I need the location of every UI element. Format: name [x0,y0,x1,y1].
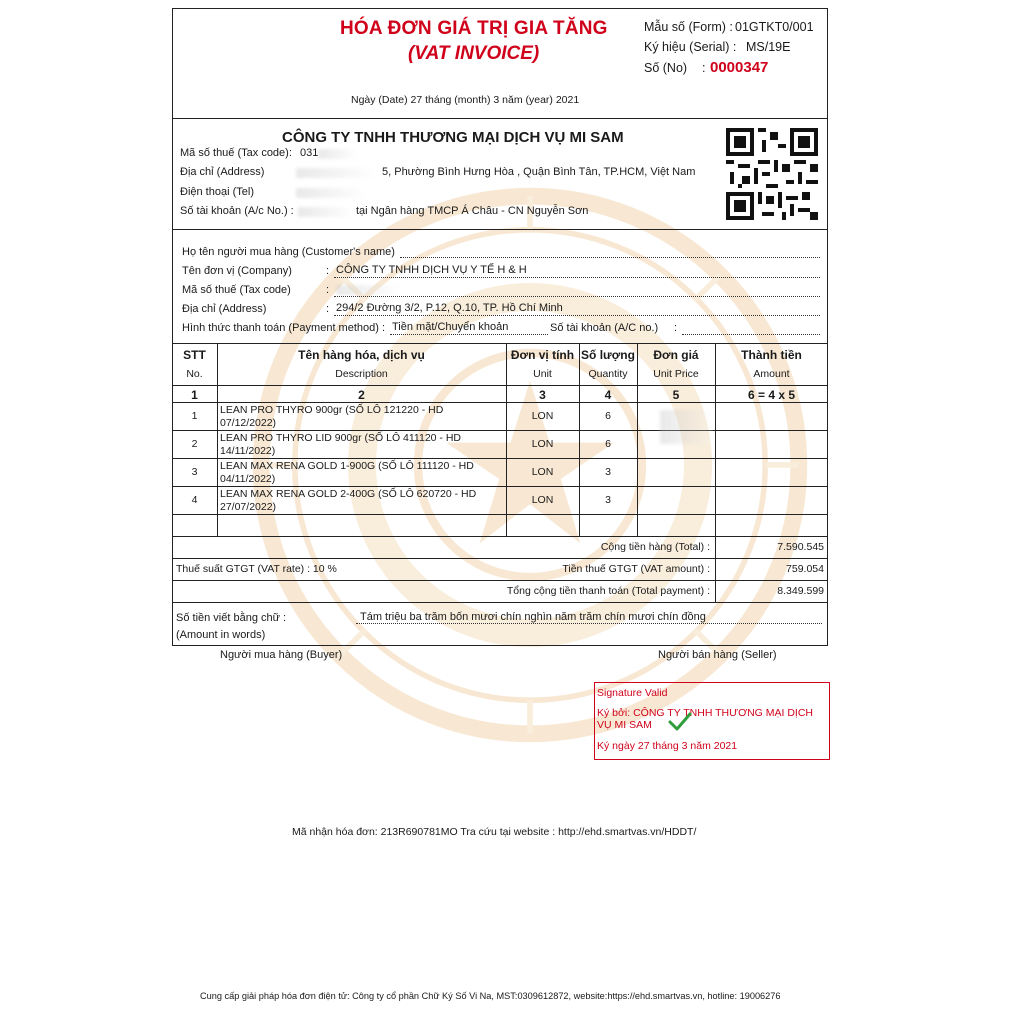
redacted-mark [660,410,712,444]
colon: : [382,322,386,334]
divider [172,229,828,230]
row-unit: LON [531,466,554,478]
signed-date: Ký ngày 27 tháng 3 năm 2021 [597,740,738,752]
lookup-code: Mã nhận hóa đơn: 213R690781MO Tra cứu tại website : http://ehd.smartvas.vn/HDDT/ [292,826,697,838]
colon: : [326,265,330,277]
seller-address: 5, Phường Bình Hưng Hòa , Quận Bình Tân, TP.HCM, Việt Nam [382,166,696,178]
seller-phone-label: Điện thoại (Tel) [180,186,254,198]
row-description-line2: 04/11/2022) [220,473,276,485]
seller-tax-partial: 031 [300,147,319,159]
invoice-title-vn: HÓA ĐƠN GIÁ TRỊ GIA TĂNG [340,18,608,39]
fill-line [334,277,820,278]
redacted-mark [318,149,358,159]
header-unit-num: 3 [539,388,546,402]
invoice-date: Ngày (Date) 27 tháng (month) 3 năm (year) 2021 [351,94,580,106]
header-unit-price: Đơn giá [653,348,699,362]
header-amount: Thành tiền [741,348,802,362]
header-description-num: 2 [358,388,365,402]
payment-method-label: Hình thức thanh toán (Payment method) [182,322,379,334]
row-description: LEAN MAX RENA GOLD 1-900G (SỐ LÔ 111120 - HD [220,460,474,472]
invoice-title-en: (VAT INVOICE) [408,43,540,64]
seller-signature-label: Người bán hàng (Seller) [658,649,777,661]
fill-line [334,296,820,297]
row-unit: LON [531,410,554,422]
buyer-account-label: Số tài khoản (A/C no.) [550,322,659,334]
header-quantity: Số lượng [581,348,635,362]
form-label: Mẫu số (Form) : [644,20,733,34]
table-line [172,536,828,537]
row-quantity: 3 [605,494,611,506]
buyer-name-label: Họ tên người mua hàng (Customer's name) [182,246,395,258]
signed-by-line2: VỤ MI SAM [597,719,652,731]
row-description: LEAN PRO THYRO LID 900gr (SỐ LÔ 411120 - HD [220,432,462,444]
header-amount-en: Amount [753,368,790,380]
row-no: 2 [191,438,198,450]
row-no: 1 [191,410,198,422]
fill-line [682,334,820,335]
row-no: 4 [191,494,198,506]
amount-words-label-en: (Amount in words) [176,629,266,641]
seller-name: CÔNG TY TNHH THƯƠNG MẠI DỊCH VỤ MI SAM [282,129,624,146]
table-line [172,558,828,559]
vat-rate: Thuế suất GTGT (VAT rate) : 10 % [176,563,337,575]
fill-line [356,623,822,624]
redacted-mark [296,168,376,178]
row-no: 3 [191,466,198,478]
vat-amount-label: Tiền thuế GTGT (VAT amount) : [562,563,710,575]
header-no: STT [183,348,206,362]
table-line [172,458,828,459]
buyer-company: CÔNG TY TNHH DỊCH VỤ Y TẾ H & H [336,264,527,276]
header-description-en: Description [335,368,388,380]
table-line [172,402,828,403]
row-description-line2: 07/12/2022) [220,417,277,429]
header-unit: Đơn vị tính [510,348,575,362]
buyer-tax-label: Mã số thuế (Tax code) [182,284,291,296]
qr-code-icon [726,128,818,220]
row-description: LEAN MAX RENA GOLD 2-400G (SỐ LÔ 620720 - HD [220,488,477,500]
table-line [172,602,828,603]
no-separator: : [702,61,706,75]
buyer-address-label: Địa chỉ (Address) [182,303,267,315]
row-quantity: 6 [605,438,611,450]
table-line [172,486,828,487]
row-unit: LON [531,438,554,450]
serial-label: Ký hiệu (Serial) : [644,40,737,54]
row-description-line2: 27/07/2022) [220,501,277,513]
header-quantity-en: Quantity [588,368,628,380]
amount-words-label: Số tiền viết bằng chữ : [176,612,287,624]
redacted-mark [298,207,353,217]
table-line [172,580,828,581]
divider [172,118,828,119]
colon: : [326,284,330,296]
signed-by: Ký bởi: CÔNG TY TNHH THƯƠNG MẠI DỊCH [597,707,814,719]
header-no-num: 1 [191,388,198,402]
subtotal-label: Cộng tiền hàng (Total) : [600,541,710,553]
colon: : [326,303,330,315]
header-amount-num: 6 = 4 x 5 [747,388,796,402]
redacted-mark [336,285,400,295]
buyer-address: 294/2 Đường 3/2, P.12, Q.10, TP. Hồ Chí Minh [336,302,563,314]
total-label: Tổng cộng tiền thanh toán (Total payment) : [506,585,710,597]
header-unit-en: Unit [533,368,552,380]
redacted-mark [296,188,366,198]
seller-bank: tại Ngân hàng TMCP Á Châu - CN Nguyễn Sơn [356,205,589,217]
payment-method: Tiền mặt/Chuyển khoản [392,321,509,333]
header-description: Tên hàng hóa, dịch vụ [298,348,425,362]
table-line [172,514,828,515]
provider-info: Cung cấp giải pháp hóa đơn điện tử: Công ty cổ phần Chữ Ký Số Vi Na, MST:0309612872, website:https://ehd.smartvas.vn, hotline: 19006276 [200,991,781,1001]
form-value: 01GTKT0/001 [735,20,814,34]
row-quantity: 6 [605,410,611,422]
seller-account-label: Số tài khoản (A/c No.) : [180,205,294,217]
seller-address-label: Địa chỉ (Address) [180,166,265,178]
seller-tax-label: Mã số thuế (Tax code): [180,147,292,159]
row-description-line2: 14/11/2022) [220,445,276,457]
row-quantity: 3 [605,466,611,478]
vat-amount-value: 759.054 [786,563,824,575]
serial-value: MS/19E [746,40,791,54]
colon: : [674,322,678,334]
header-unit-price-en: Unit Price [653,368,699,380]
row-unit: LON [531,494,554,506]
table-line [172,385,828,386]
header-unit-price-num: 5 [672,388,680,402]
header-quantity-num: 4 [604,388,612,402]
signature-valid: Signature Valid [597,687,668,699]
row-description: LEAN PRO THYRO 900gr (SỐ LÔ 121220 - HD [220,404,444,416]
fill-line [400,257,820,258]
divider [172,343,828,344]
buyer-company-label: Tên đơn vị (Company) [182,265,292,277]
total-value: 8.349.599 [777,585,824,597]
buyer-signature-label: Người mua hàng (Buyer) [220,649,343,661]
table-line [172,430,828,431]
subtotal-value: 7.590.545 [777,541,824,553]
amount-words: Tám triệu ba trăm bốn mươi chín nghìn năm trăm chín mươi chín đồng [360,611,706,623]
header-no-en: No. [186,368,203,380]
checkmark-icon [668,712,692,732]
fill-line [390,334,548,335]
table-line [715,343,716,602]
no-label: Số (No) [644,61,688,75]
fill-line [334,315,820,316]
invoice-number: 0000347 [710,59,769,76]
